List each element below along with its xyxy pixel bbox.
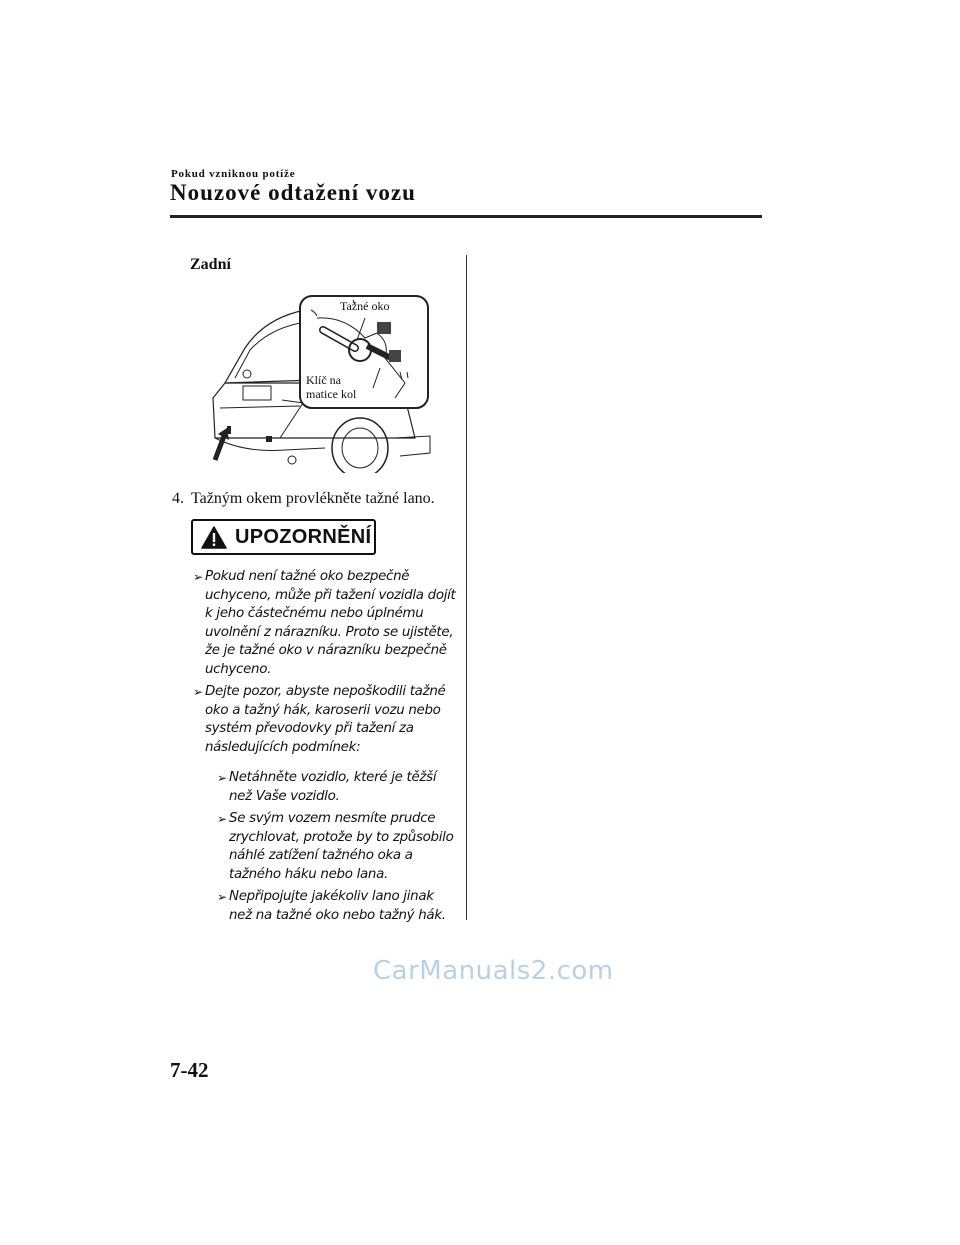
- caution-item: ➢ Dejte pozor, abyste nepoškodili tažné oko a tažný hák, karoserii vozu nebo systém převodovky při tažení za následujících podmínek:: [193, 684, 446, 755]
- caution-subitems: [193, 769, 458, 925]
- section-label: Pokud vzniknou potíže: [171, 168, 296, 180]
- label-towing-eye: Tažné oko: [340, 299, 390, 313]
- caution-text: [193, 568, 458, 929]
- rear-towing-eye-illustration: [205, 288, 435, 473]
- step-4: [172, 490, 435, 508]
- figure-caption: Zadní: [190, 256, 231, 273]
- page-number: 7-42: [170, 1058, 209, 1082]
- label-wrench-line2: matice kol: [306, 387, 357, 401]
- step-number: 4.: [172, 490, 184, 507]
- column-divider: [466, 255, 467, 920]
- car-rear-drawing: [205, 288, 435, 473]
- title-rule: [170, 215, 762, 218]
- label-wrench-line1: Klíč na: [306, 373, 341, 387]
- caution-subitem: ➢ Se svým vozem nesmíte prudce zrychlovat, protože by to způsobilo náhlé zatížení tažného oka a tažného háku nebo lana.: [217, 811, 454, 882]
- caution-item: ➢ Pokud není tažné oko bezpečně uchyceno, může při tažení vozidla dojít k jeho částečnému nebo úplnému uvolnění z nárazníku. Proto se ujistěte, že je tažné oko v nárazníku bezpečně uchyceno.: [193, 569, 456, 677]
- warning-box: [191, 519, 376, 555]
- warning-triangle-icon: [201, 526, 227, 549]
- warning-label: UPOZORNĚNÍ: [235, 525, 372, 548]
- caution-subitem: ➢ Nepřipojujte jakékoliv lano jinak než na tažné oko nebo tažný hák.: [217, 889, 446, 923]
- step-text: Tažným okem provlékněte tažné lano.: [191, 490, 435, 507]
- watermark-link[interactable]: CarManuals2.com: [373, 956, 614, 986]
- caution-subitem: ➢ Netáhněte vozidlo, které je těžší než Vaše vozidlo.: [217, 770, 437, 804]
- page-title: Nouzové odtažení vozu: [170, 180, 416, 205]
